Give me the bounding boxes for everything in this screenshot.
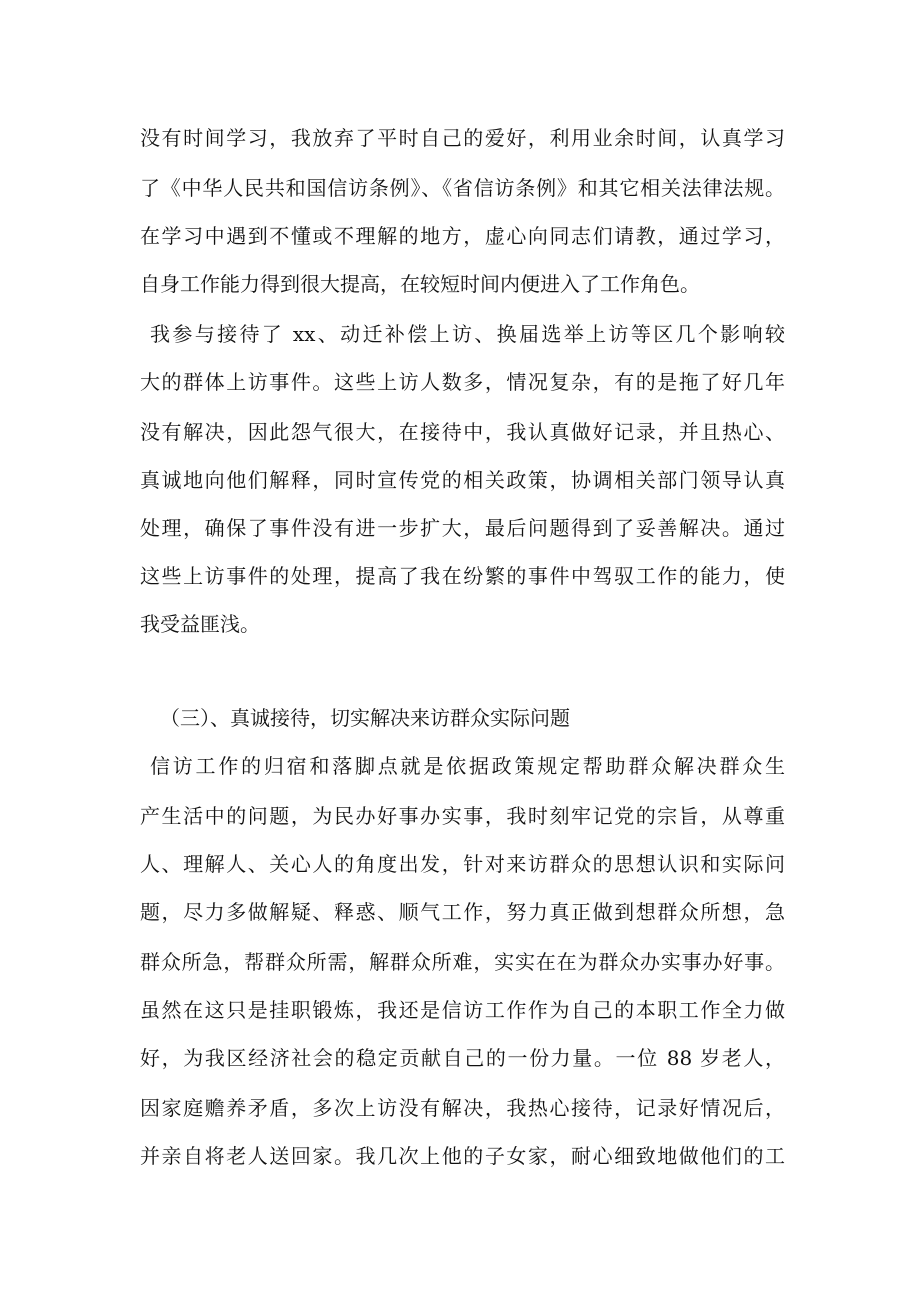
text-line: 大的群体上访事件。这些上访人数多，情况复杂，有的是拖了好几年 (140, 370, 785, 394)
text-line: 了《中华人民共和国信访条例》、《省信访条例》和其它相关法律法规。 (140, 176, 785, 200)
text-line: 我受益匪浅。 (140, 612, 260, 636)
text-line: 没有解决，因此怨气很大，在接待中，我认真做好记录，并且热心、 (140, 420, 785, 444)
text-line: 群众所急，帮群众所需，解群众所难，实实在在为群众办实事办好事。 (140, 950, 785, 974)
text-line: 没有时间学习，我放弃了平时自己的爱好，利用业余时间，认真学习 (140, 126, 785, 150)
text-line: 这些上访事件的处理，提高了我在纷繁的事件中驾驭工作的能力，使 (140, 564, 785, 588)
text-line: 人、理解人、关心人的角度出发，针对来访群众的思想认识和实际问 (140, 852, 785, 876)
text-line: 因家庭赡养矛盾，多次上访没有解决，我热心接待，记录好情况后， (140, 1096, 785, 1120)
text-line: 真诚地向他们解释，同时宣传党的相关政策，协调相关部门领导认真 (140, 468, 785, 492)
text-line: 并亲自将老人送回家。我几次上他的子女家，耐心细致地做他们的工 (140, 1144, 785, 1168)
text-line: 在学习中遇到不懂或不理解的地方，虚心向同志们请教，通过学习， (140, 224, 785, 248)
text-line: 信访工作的归宿和落脚点就是依据政策规定帮助群众解决群众生 (150, 754, 785, 778)
text-line: 产生活中的问题，为民办好事办实事，我时刻牢记党的宗旨，从尊重 (140, 804, 785, 828)
text-line: 好，为我区经济社会的稳定贡献自己的一份力量。一位 88 岁老人， (140, 1046, 785, 1070)
text-line: 处理，确保了事件没有进一步扩大，最后问题得到了妥善解决。通过 (140, 516, 785, 540)
text-line: 虽然在这只是挂职锻炼，我还是信访工作作为自己的本职工作全力做 (140, 998, 785, 1022)
section-heading: （三）、真诚接待，切实解决来访群众实际问题 (160, 706, 570, 730)
text-line: 题，尽力多做解疑、释惑、顺气工作，努力真正做到想群众所想，急 (140, 900, 785, 924)
text-line: 自身工作能力得到很大提高，在较短时间内便进入了工作角色。 (140, 272, 700, 296)
text-line: 我参与接待了 xx、动迁补偿上访、换届选举上访等区几个影响较 (150, 322, 785, 346)
